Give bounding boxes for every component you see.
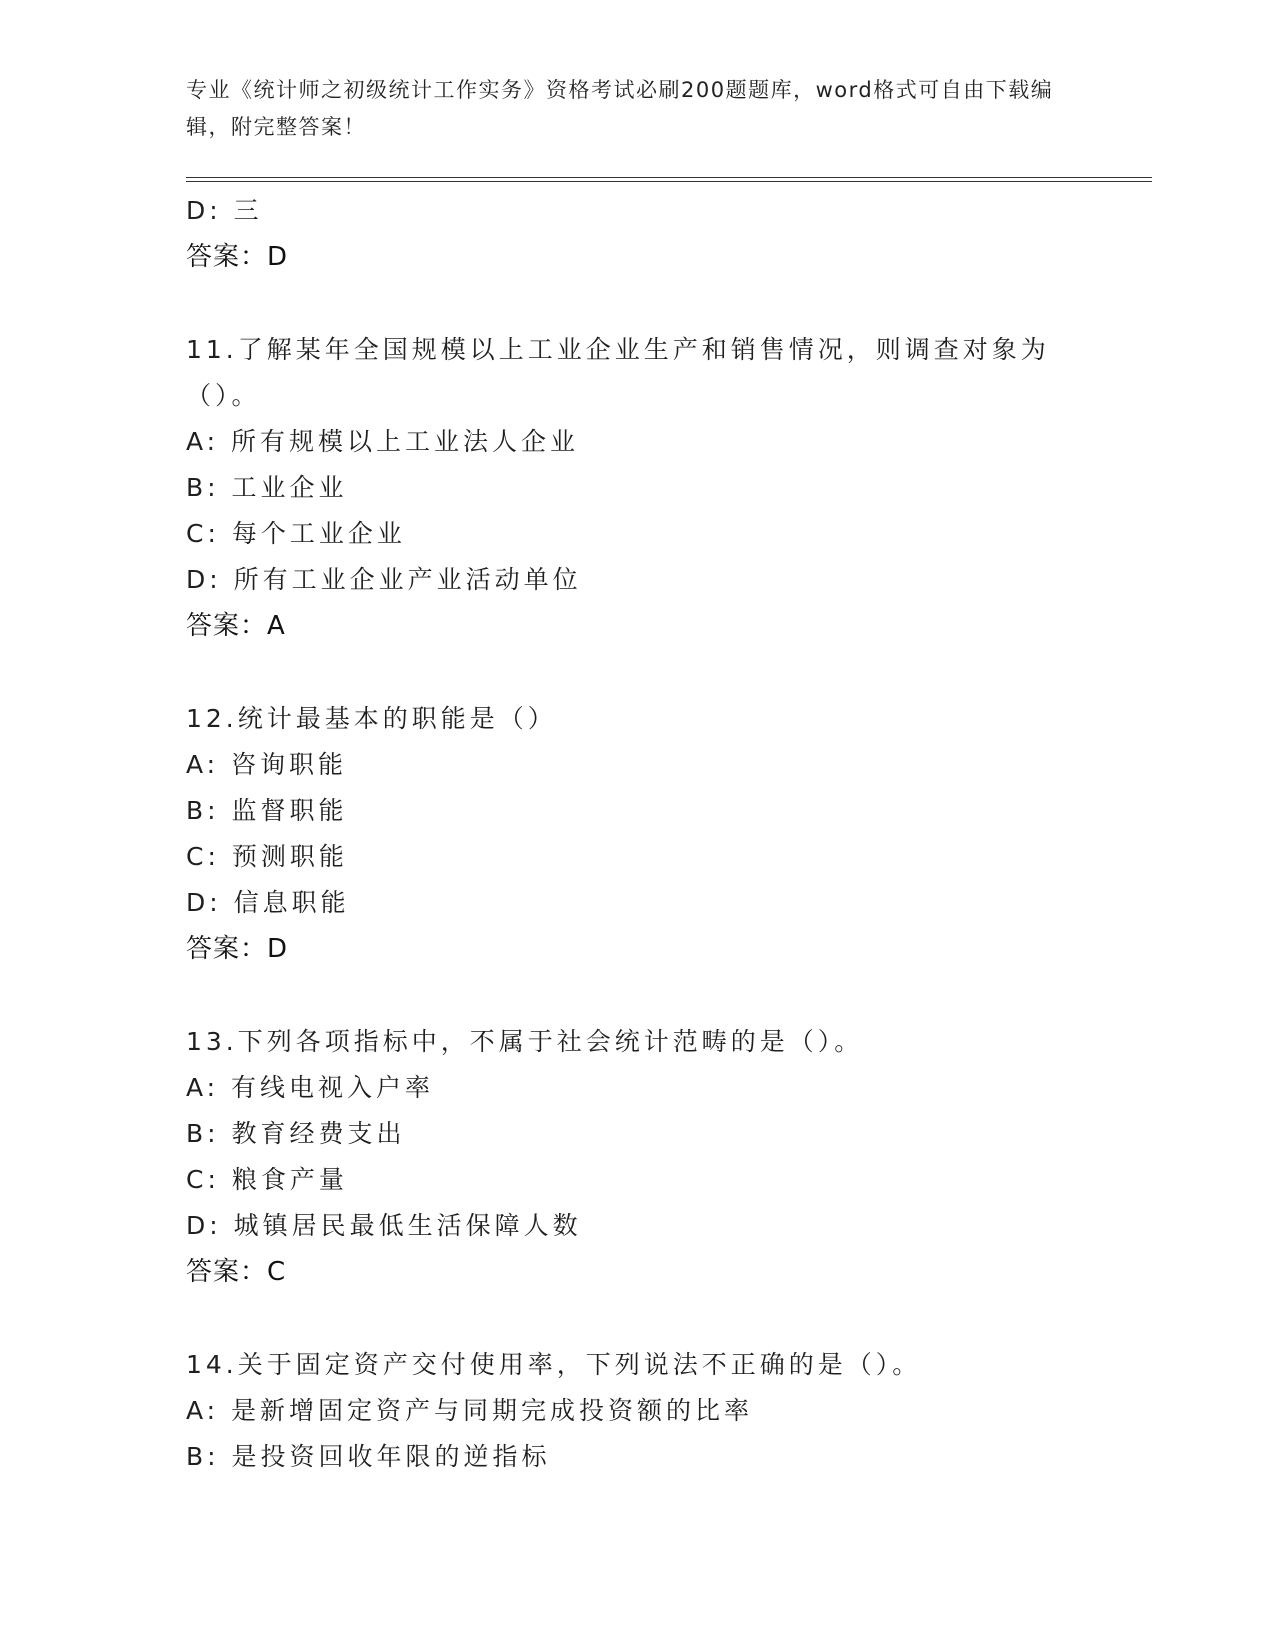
page-header: 专业《统计师之初级统计工作实务》资格考试必刷200题题库，word格式可自由下载编辑，附完整答案！: [186, 78, 1054, 139]
option-d: D: 三: [186, 196, 263, 225]
question-stem: 12.统计最基本的职能是（）: [186, 704, 557, 733]
option-d: D: 所有工业企业产业活动单位: [186, 565, 582, 594]
question-stem: 14.关于固定资产交付使用率，下列说法不正确的是（）。: [186, 1350, 922, 1379]
question-stem: 11.了解某年全国规模以上工业企业生产和销售情况，则调查对象为（）。: [186, 335, 1050, 410]
option-a: A: 咨询职能: [186, 750, 348, 779]
answer-line: 答案：C: [186, 1257, 287, 1287]
option-b: B: 教育经费支出: [186, 1119, 406, 1148]
option-a: A: 所有规模以上工业法人企业: [186, 427, 580, 456]
spacer: [186, 1295, 1086, 1342]
spacer: [186, 280, 1086, 327]
option-a: A: 有线电视入户率: [186, 1073, 435, 1102]
option-c: C: 粮食产量: [186, 1165, 348, 1194]
spacer: [186, 972, 1086, 1019]
question-list: [186, 188, 1086, 1480]
option-c: C: 预测职能: [186, 842, 348, 871]
option-d: D: 城镇居民最低生活保障人数: [186, 1211, 582, 1240]
answer-line: 答案：D: [186, 242, 289, 272]
option-b: B: 工业企业: [186, 473, 348, 502]
answer-line: 答案：D: [186, 934, 289, 964]
option-a: A: 是新增固定资产与同期完成投资额的比率: [186, 1396, 754, 1425]
spacer: [186, 649, 1086, 696]
answer-line: 答案：A: [186, 611, 286, 641]
option-d: D: 信息职能: [186, 888, 350, 917]
option-b: B: 是投资回收年限的逆指标: [186, 1442, 551, 1471]
option-c: C: 每个工业企业: [186, 519, 406, 548]
question-stem: 13.下列各项指标中，不属于社会统计范畴的是（）。: [186, 1027, 864, 1056]
option-b: B: 监督职能: [186, 796, 348, 825]
header-divider: [186, 177, 1152, 182]
